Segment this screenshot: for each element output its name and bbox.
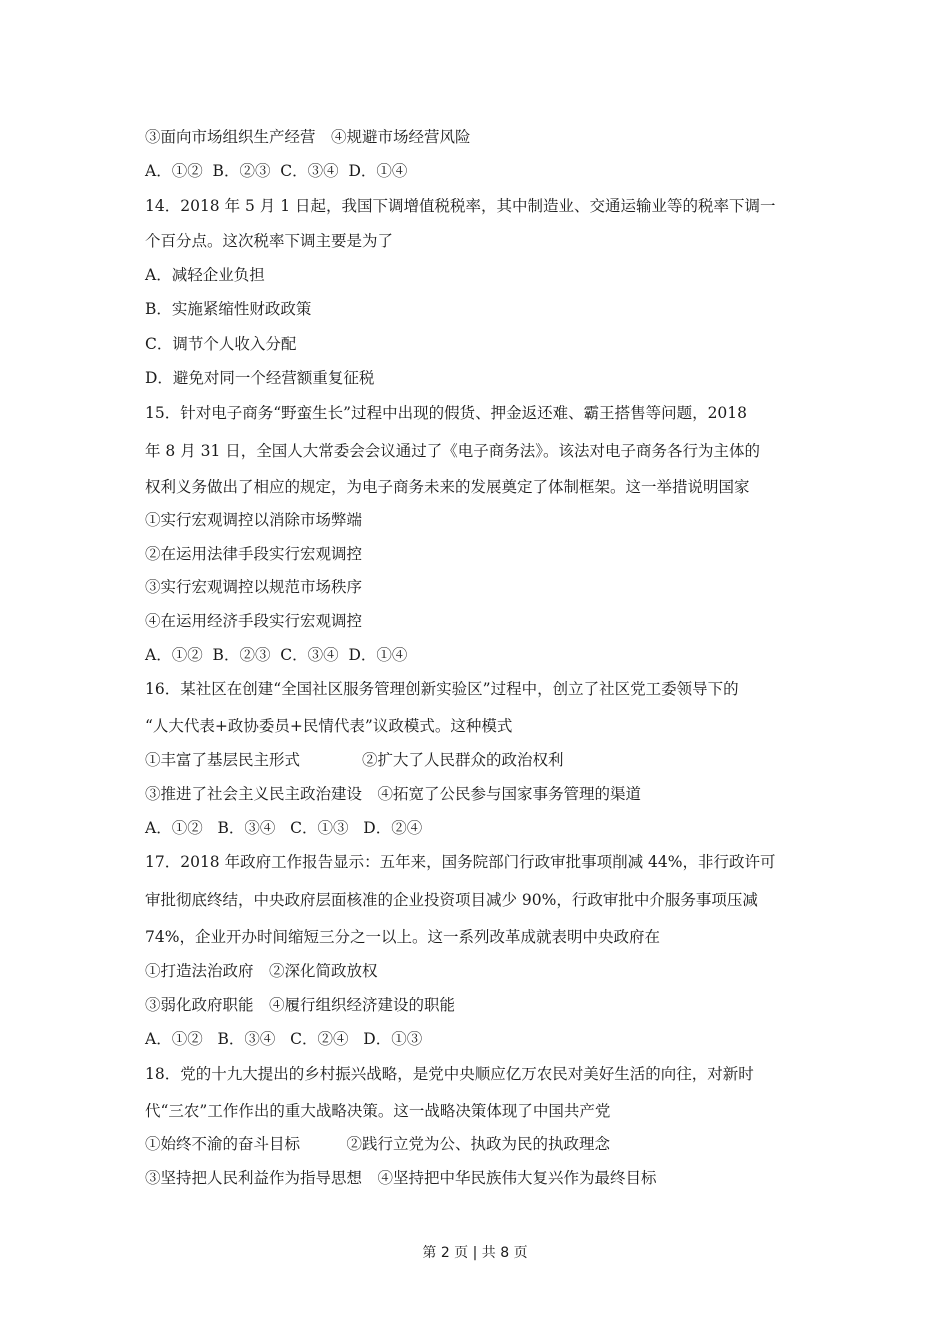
- text-line: 年 8 月 31 日，全国人大常委会会议通过了《电子商务法》。该法对电子商务各行为主体的: [145, 442, 761, 460]
- answer-options: A．①② B．②③ C．③④ D．①④: [145, 646, 408, 664]
- question-16: 16．某社区在创建“全国社区服务管理创新实验区”过程中，创立了社区党工委领导下的: [145, 680, 739, 698]
- choices-1-2: ①打造法治政府 ②深化简政放权: [145, 962, 378, 980]
- choice-2: ②在运用法律手段实行宏观调控: [145, 545, 363, 563]
- question-17: 17．2018 年政府工作报告显示：五年来，国务院部门行政审批事项削减 44%，非行政许可: [145, 853, 776, 871]
- choice-4: ④在运用经济手段实行宏观调控: [145, 612, 363, 630]
- choices-3-4: ③坚持把人民利益作为指导思想 ④坚持把中华民族伟大复兴作为最终目标: [145, 1169, 657, 1187]
- choice-3: ③实行宏观调控以规范市场秩序: [145, 578, 363, 596]
- choices-3-4: ③推进了社会主义民主政治建设 ④拓宽了公民参与国家事务管理的渠道: [145, 785, 642, 803]
- text-line: 74%，企业开办时间缩短三分之一以上。这一系列改革成就表明中央政府在: [145, 928, 660, 946]
- choices-3-4: ③弱化政府职能 ④履行组织经济建设的职能: [145, 996, 456, 1014]
- choices-1-2: ①始终不渝的奋斗目标 ②践行立党为公、执政为民的执政理念: [145, 1135, 611, 1153]
- option-d: D．避免对同一个经营额重复征税: [145, 369, 375, 387]
- text-line: 个百分点。这次税率下调主要是为了: [145, 232, 394, 250]
- text-line: 权利义务做出了相应的规定，为电子商务未来的发展奠定了体制框架。这一举措说明国家: [145, 478, 750, 496]
- page-footer: 第 2 页 | 共 8 页: [422, 1245, 528, 1261]
- question-14: 14．2018 年 5 月 1 日起，我国下调增值税税率，其中制造业、交通运输业等的税率下调一: [145, 197, 776, 215]
- text-line: 代“三农”工作作出的重大战略决策。这一战略决策体现了中国共产党: [145, 1102, 611, 1120]
- answer-options: A．①② B．③④ C．②④ D．①③: [145, 1030, 423, 1048]
- text-line: ③面向市场组织生产经营 ④规避市场经营风险: [145, 128, 471, 146]
- answer-options: A．①② B．②③ C．③④ D．①④: [145, 162, 408, 180]
- choices-1-2: ①丰富了基层民主形式 ②扩大了人民群众的政治权利: [145, 751, 564, 769]
- option-b: B．实施紧缩性财政政策: [145, 300, 312, 318]
- answer-options: A．①② B．③④ C．①③ D．②④: [145, 819, 423, 837]
- text-line: “人大代表+政协委员+民情代表”议政模式。这种模式: [145, 717, 513, 735]
- option-a: A．减轻企业负担: [145, 266, 265, 284]
- option-c: C．调节个人收入分配: [145, 335, 297, 353]
- choice-1: ①实行宏观调控以消除市场弊端: [145, 511, 363, 529]
- question-18: 18．党的十九大提出的乡村振兴战略，是党中央顺应亿万农民对美好生活的向往，对新时: [145, 1065, 754, 1083]
- text-line: 审批彻底终结，中央政府层面核准的企业投资项目减少 90%，行政审批中介服务事项压减: [145, 891, 758, 909]
- question-15: 15．针对电子商务“野蛮生长”过程中出现的假货、押金返还难、霸王搭售等问题，2018: [145, 404, 748, 422]
